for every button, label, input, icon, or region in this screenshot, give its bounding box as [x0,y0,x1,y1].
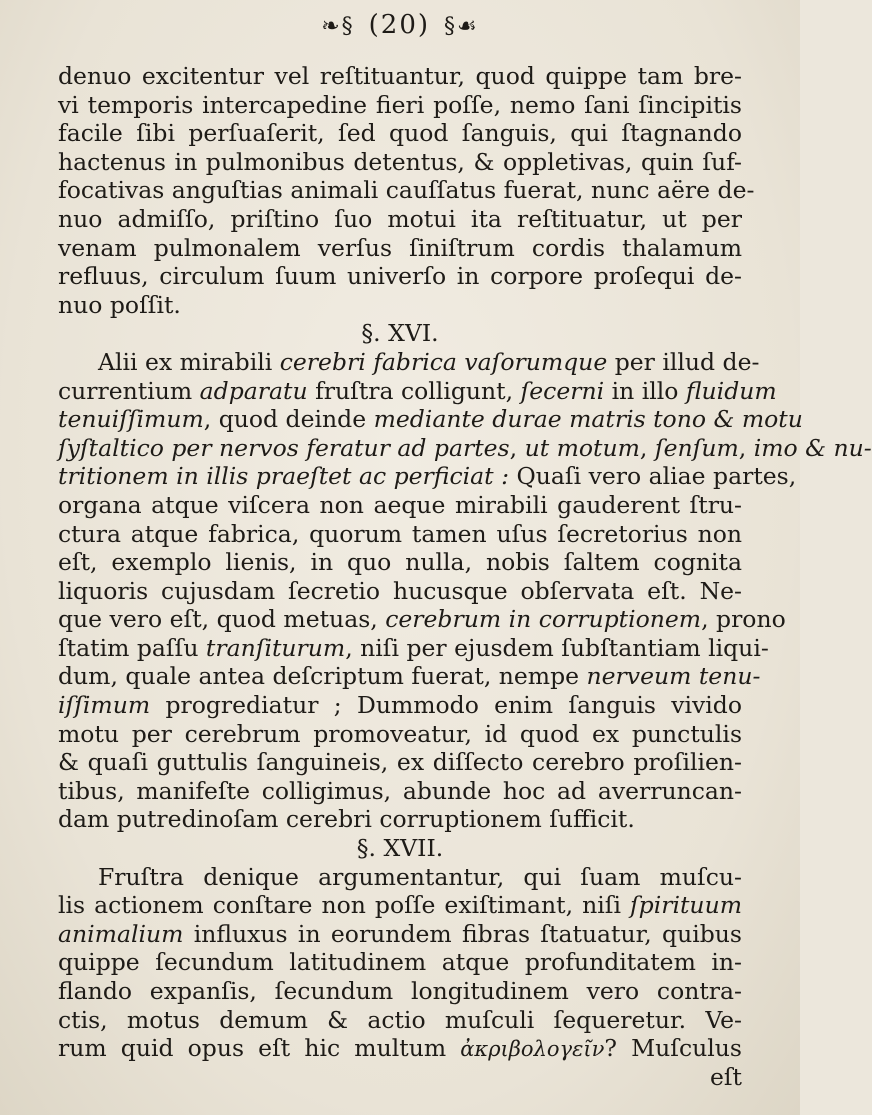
catchword: eſt [709,1062,742,1091]
text-line: refluus, circulum ſuum univerſo in corpore proſequi de- [58,262,742,291]
text-line: flando expanſis, ſecundum longitudinem vero contra- [58,977,742,1005]
text-line: vi temporis intercapedine fieri poſſe, nemo ſani ſincipitis [58,90,742,119]
text-line: Fruſtra denique argumentantur, qui ſuam muſcu- [98,862,742,891]
greek-word: ἀκριβολογεῖν [460,1037,605,1062]
text-line: nuo poſſit. [58,290,181,319]
text-line: liquoris cujusdam ſecretio hucusque obſervata eſt. Ne- [58,576,742,605]
text-line: & quaſi guttulis ſanguineis, ex diſſecto cerebro proſilien- [58,748,742,777]
text-line: ſtatim paſſu tranſiturum, niſi per ejusdem ſubſtantiam liqui- [58,633,769,662]
text-line: lis actionem conſtare non poſſe exiſtimant, niſi ſpirituum [58,891,742,920]
text-line: Alii ex mirabili cerebri fabrica vaſorumque per illud de- [98,347,760,376]
text-line: rum quid opus eſt hic multum ἀκριβολογεῖν? Muſculus [58,1034,742,1063]
text-line: focativas anguſtias animali cauſſatus fuerat, nunc aëre de- [58,176,755,205]
section-heading-16: §. XVI. [361,319,439,348]
text-line: ſyſtaltico per nervos feratur ad partes, ut motum, ſenſum, imo & nu- [58,433,872,462]
text-line: denuo excitentur vel reſtituantur, quod quippe tam bre- [58,62,742,90]
text-line: dum, quale antea deſcriptum fuerat, nempe nerveum tenu- [58,662,761,691]
text-line: tritionem in illis praeſtet ac perficiat : Quaſi vero aliae partes, [58,462,797,491]
section-heading-17: §. XVII. [356,834,444,863]
text-line: tibus, manifeſte colligimus, abunde hoc ad averruncan- [58,776,742,805]
body-text [58,62,872,1091]
text-line: quippe ſecundum latitudinem atque profunditatem in- [58,948,742,977]
left-ornament-icon: ❧§ [321,14,355,39]
text-line: motu per cerebrum promoveatur, id quod ex punctulis [58,719,742,748]
text-line: ctura atque fabrica, quorum tamen uſus ſecretorius non [58,519,742,548]
text-line: que vero eſt, quod metuas, cerebrum in corruptionem, prono [58,605,786,634]
text-line: currentium adparatu fruſtra colligunt, ſecerni in illo fluidum [58,376,777,405]
page-header [0,10,800,40]
right-ornament-icon: §☙ [444,14,479,39]
text-line: organa atque viſcera non aeque mirabili gauderent ſtru- [58,490,742,519]
text-line: animalium influxus in eorundem fibras ſtatuatur, quibus [58,919,742,948]
text-line: tenuiſſimum, quod deinde mediante durae matris tono & motu [58,405,803,434]
text-line: dam putredinoſam cerebri corruptionem ſufficit. [58,805,635,834]
text-line: eſt, exemplo lienis, in quo nulla, nobis ſaltem cognita [58,548,742,577]
text-line: iſſimum progrediatur ; Dummodo enim ſanguis vivido [58,691,742,720]
text-line: nuo admiſſo, priſtino ſuo motui ita reſtituatur, ut per [58,204,742,233]
text-line: hactenus in pulmonibus detentus, & oppletivas, quin ſuf- [58,147,742,176]
text-line: facile ſibi perſuaſerit, ſed quod ſanguis, qui ſtagnando [58,119,742,148]
text-line: ctis, motus demum & actio muſculi ſequeretur. Ve- [58,1005,742,1034]
page-number: (20) [368,10,431,40]
text-line: venam pulmonalem verſus ſiniſtrum cordis thalamum [58,233,742,262]
